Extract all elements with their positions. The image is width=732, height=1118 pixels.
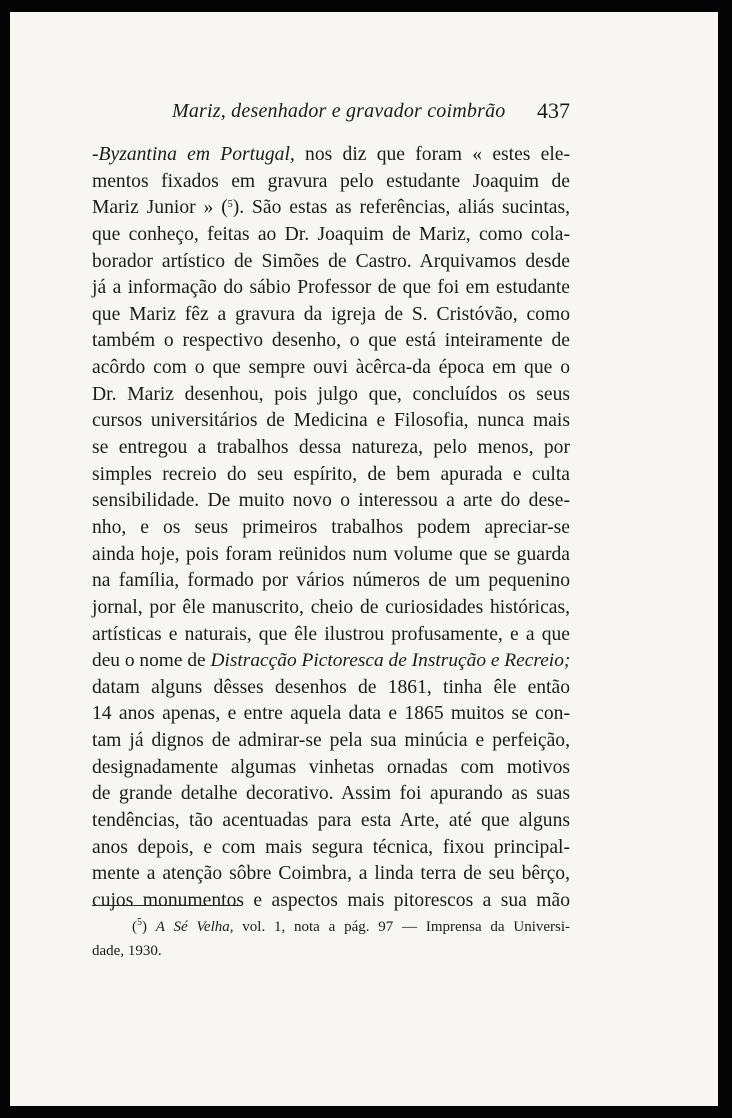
footnote-line: ($^5$) A Sé Velha, vol. 1, nota a pág. 97 — Imprensa da Universi- bbox=[132, 917, 571, 935]
page-number: 437 bbox=[537, 98, 570, 123]
text-line: mentos fixados em gravura pelo estudante Joaquim de bbox=[92, 170, 570, 192]
footnote-ref: 5 bbox=[227, 199, 233, 211]
text-line: acôrdo com o que sempre ouvi àcêrca-da época em que o bbox=[92, 357, 570, 379]
text-line: borador artístico de Simões de Castro. Arquivamos desde bbox=[92, 250, 570, 272]
text-line: de grande detalhe decorativo. Assim foi apurando as suas bbox=[92, 783, 570, 805]
text-line: Dr. Mariz desenhou, pois julgo que, concluídos os seus bbox=[92, 383, 570, 405]
text-line: tendências, tão acentuadas para esta Arte, até que alguns bbox=[92, 810, 570, 832]
footnote-title: A Sé Velha, bbox=[155, 919, 234, 935]
text-line: datam alguns dêsses desenhos de 1861, tinha êle então bbox=[92, 676, 570, 698]
text-line: que conheço, feitas ao Dr. Joaquim de Mariz, como cola- bbox=[92, 223, 570, 245]
body-text bbox=[92, 142, 570, 915]
text-line: artísticas e naturais, que êle ilustrou profusamente, e a que bbox=[92, 623, 570, 645]
text-line: jornal, por êle manuscrito, cheio de curiosidades históricas, bbox=[92, 596, 570, 618]
text-line: ainda hoje, pois foram reünidos num volume que se guarda bbox=[92, 543, 570, 565]
footnote-marker: 5 bbox=[137, 917, 142, 928]
text-line: se entregou a trabalhos dessa natureza, pelo menos, por bbox=[92, 437, 570, 459]
page-header bbox=[92, 96, 570, 130]
footnote bbox=[92, 915, 570, 963]
text-line: sensibilidade. De muito novo o interessou a arte do dese- bbox=[92, 490, 570, 512]
footnote-divider bbox=[92, 905, 242, 906]
text-line: que Mariz fêz a gravura da igreja de S. Cristóvão, como bbox=[92, 303, 570, 325]
text-line: anos depois, e com mais segura técnica, fixou principal- bbox=[92, 836, 570, 858]
text-line: tam já dignos de admirar-se pela sua minúcia e perfeição, bbox=[92, 730, 570, 752]
footnote-line: dade, 1930. bbox=[92, 943, 162, 959]
text-line: mente a atenção sôbre Coimbra, a linda terra de seu bêrço, bbox=[92, 863, 570, 885]
running-head: Mariz, desenhador e gravador coimbrão bbox=[172, 100, 506, 122]
text-line: já a informação do sábio Professor de que foi em estudante bbox=[92, 277, 570, 299]
text-line: cursos universitários de Medicina e Filosofia, nunca mais bbox=[92, 410, 570, 432]
text-line: cujos monumentos e aspectos mais pitorescos a sua mão bbox=[92, 889, 570, 911]
text-line: 14 anos apenas, e entre aquela data e 1865 muitos se con- bbox=[92, 703, 570, 725]
text-line: também o respectivo desenho, o que está inteiramente de bbox=[92, 330, 570, 352]
text-line: nho, e os seus primeiros trabalhos podem apreciar-se bbox=[92, 516, 570, 538]
text-line: -Byzantina em Portugal, nos diz que foram « estes ele- bbox=[92, 144, 571, 165]
text-line: designadamente algumas vinhetas ornadas com motivos bbox=[92, 756, 570, 778]
text-line: Mariz Junior » ($^5$). São estas as referências, aliás sucintas, bbox=[92, 197, 570, 219]
text-line: simples recreio do seu espírito, de bem apurada e culta bbox=[92, 463, 570, 485]
text-line: na família, formado por vários números de um pequenino bbox=[92, 570, 570, 592]
text-line: deu o nome de Distracção Pictoresca de Instrução e Recreio; bbox=[92, 650, 571, 672]
